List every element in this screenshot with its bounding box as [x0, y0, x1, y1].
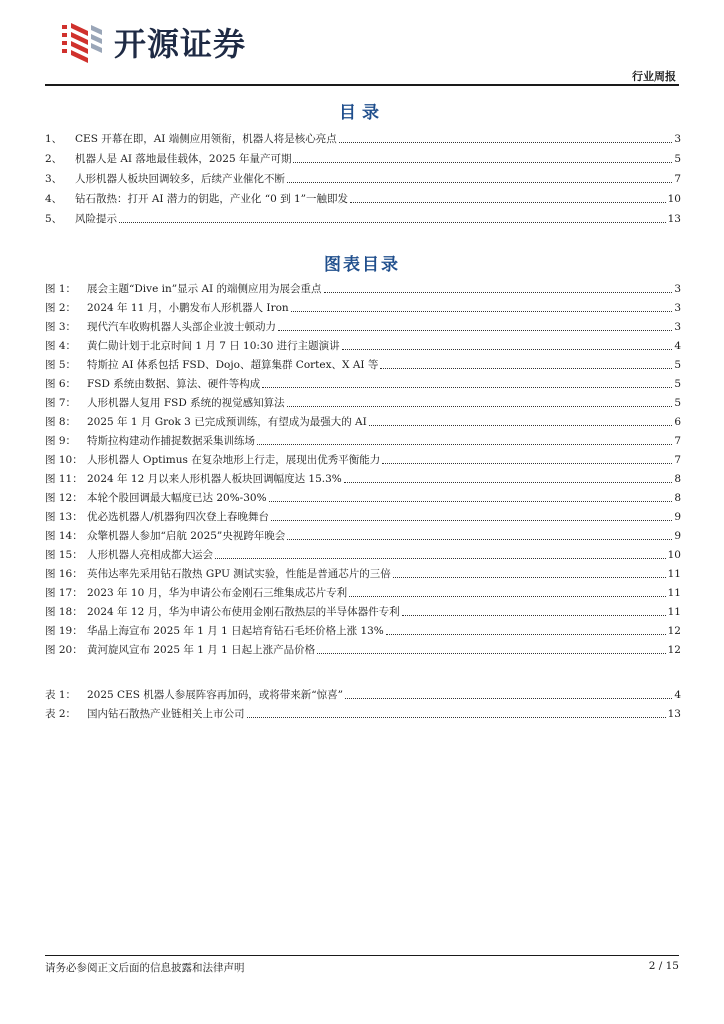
- figure-item[interactable]: 图 3： 现代汽车收购机器人头部企业波士顿动力 3: [45, 321, 681, 333]
- figure-item[interactable]: 图 4： 黄仁勋计划于北京时间 1 月 7 日 10:30 进行主题演讲 4: [45, 340, 681, 352]
- figure-item[interactable]: 图 18： 2024 年 12 月，华为申请公布使用金刚石散热层的半导体器件专利 11: [45, 606, 681, 618]
- figure-item[interactable]: 图 19： 华晶上海宣布 2025 年 1 月 1 日起培育钻石毛坯价格上涨 13% 12: [45, 625, 681, 637]
- toc-item[interactable]: 3、 人形机器人板块回调较多，后续产业催化不断 7: [45, 173, 681, 185]
- figure-item[interactable]: 图 12： 本轮个股回调最大幅度已达 20%-30% 8: [45, 492, 681, 504]
- figure-item[interactable]: 图 17： 2023 年 10 月，华为申请公布金刚石三维集成芯片专利 11: [45, 587, 681, 599]
- figure-item[interactable]: 图 11： 2024 年 12 月以来人形机器人板块回调幅度达 15.3% 8: [45, 473, 681, 485]
- brand-name: 开源证券: [114, 25, 247, 63]
- page-indicator: 2 / 15: [648, 960, 679, 972]
- toc-item[interactable]: 2、 机器人是 AI 落地最佳载体，2025 年量产可期 5: [45, 153, 681, 165]
- toc-item[interactable]: 1、 CES 开幕在即，AI 端侧应用领衔，机器人将是核心亮点 3: [45, 133, 681, 145]
- figure-item[interactable]: 图 10： 人形机器人 Optimus 在复杂地形上行走，展现出优秀平衡能力 7: [45, 454, 681, 466]
- report-type: 行业周报: [632, 70, 676, 83]
- figure-item[interactable]: 图 6： FSD 系统由数据、算法、硬件等构成 5: [45, 378, 681, 390]
- figure-item[interactable]: 图 8： 2025 年 1 月 Grok 3 已完成预训练，有望成为最强大的 AI 6: [45, 416, 681, 428]
- toc-title: 目录: [339, 103, 385, 123]
- figure-item[interactable]: 图 16： 英伟达率先采用钻石散热 GPU 测试实验，性能是普通芯片的三倍 11: [45, 568, 681, 580]
- figure-item[interactable]: 图 1： 展会主题“Dive in”显示 AI 的端侧应用为展会重点 3: [45, 283, 681, 295]
- footer-divider: [45, 955, 679, 956]
- figures-title: 图表目录: [324, 255, 400, 275]
- toc-item[interactable]: 5、 风险提示 13: [45, 213, 681, 225]
- figure-item[interactable]: 图 20： 黄河旋风宣布 2025 年 1 月 1 日起上涨产品价格 12: [45, 644, 681, 656]
- figure-item[interactable]: 图 2： 2024 年 11 月，小鹏发布人形机器人 Iron 3: [45, 302, 681, 314]
- table-item[interactable]: 表 2： 国内钻石散热产业链相关上市公司 13: [45, 708, 681, 720]
- toc-item[interactable]: 4、 钻石散热：打开 AI 潜力的钥匙，产业化 “0 到 1”一触即发 10: [45, 193, 681, 205]
- figure-item[interactable]: 图 5： 特斯拉 AI 体系包括 FSD、Dojo、超算集群 Cortex、X AI 等 5: [45, 359, 681, 371]
- brand-mark-icon: [58, 19, 106, 65]
- figure-item[interactable]: 图 13： 优必选机器人/机器狗四次登上春晚舞台 9: [45, 511, 681, 523]
- figure-item[interactable]: 图 14： 众擎机器人参加“启航 2025”央视跨年晚会 9: [45, 530, 681, 542]
- table-item[interactable]: 表 1： 2025 CES 机器人参展阵容再加码，或将带来新“惊喜” 4: [45, 689, 681, 701]
- figure-item[interactable]: 图 7： 人形机器人复用 FSD 系统的视觉感知算法 5: [45, 397, 681, 409]
- figure-item[interactable]: 图 9： 特斯拉构建动作捕捉数据采集训练场 7: [45, 435, 681, 447]
- header-divider: [45, 84, 679, 86]
- footer-disclaimer: 请务必参阅正文后面的信息披露和法律声明: [45, 962, 245, 974]
- figure-item[interactable]: 图 15： 人形机器人亮相成都大运会 10: [45, 549, 681, 561]
- brand-logo: [58, 18, 246, 66]
